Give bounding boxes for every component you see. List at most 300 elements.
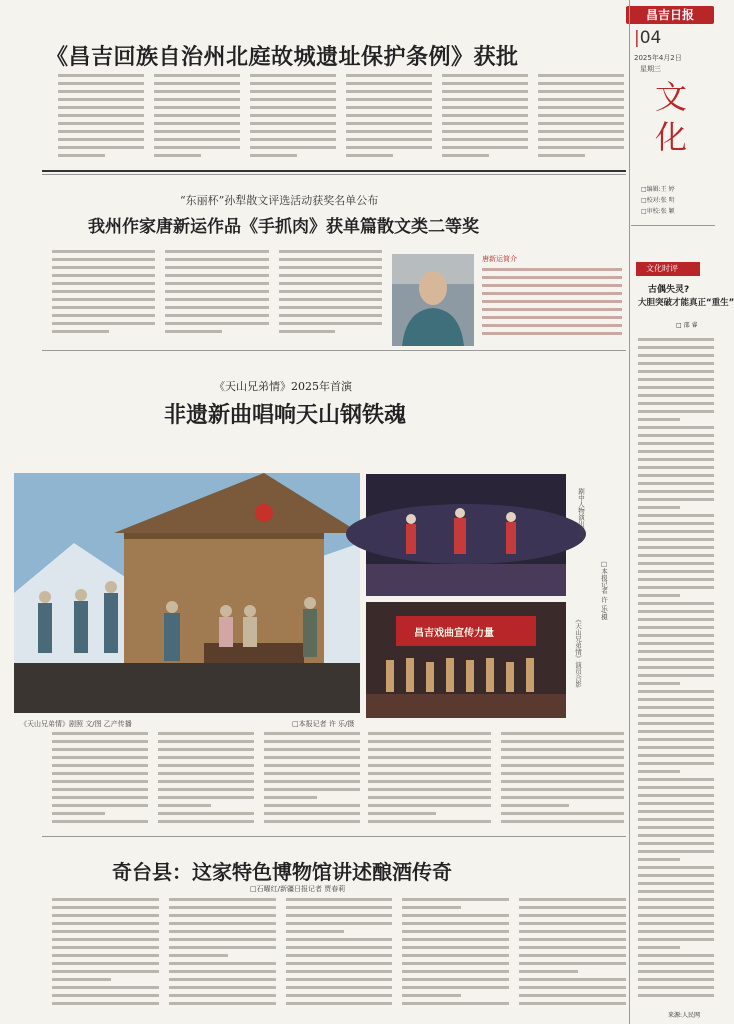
text-line (501, 804, 569, 807)
text-line (250, 130, 336, 133)
text-line (250, 82, 336, 85)
text-line (402, 938, 509, 941)
text-line (279, 250, 382, 253)
text-line (250, 138, 336, 141)
text-line (158, 740, 254, 743)
text-line (538, 90, 624, 93)
text-line (286, 978, 393, 981)
text-line (638, 514, 714, 517)
text-line (638, 522, 714, 525)
text-line (638, 634, 714, 637)
text-line (402, 978, 509, 981)
text-line (482, 316, 622, 319)
text-line (169, 906, 276, 909)
text-line (52, 978, 111, 981)
text-line (279, 282, 382, 285)
text-line (279, 314, 382, 317)
text-line (286, 938, 393, 941)
text-line (638, 730, 714, 733)
text-line (169, 898, 276, 901)
text-line (482, 284, 622, 287)
text-line (638, 690, 714, 693)
text-line (638, 746, 714, 749)
text-line (368, 764, 491, 767)
text-line (286, 986, 393, 989)
article2-body (52, 250, 382, 338)
text-line (52, 970, 159, 973)
text-line (52, 914, 159, 917)
text-line (638, 642, 714, 645)
text-line (264, 732, 360, 735)
text-line (638, 498, 714, 501)
text-line (169, 962, 276, 965)
text-line (638, 826, 714, 829)
text-line (638, 754, 714, 757)
article3-kicker: 《天山兄弟情》2025年首演 (214, 380, 352, 393)
section-editors: □编辑:王 婷 □校对:张 明 □审校:张 颖 (641, 186, 675, 215)
text-line (402, 986, 509, 989)
author-bio (482, 268, 622, 346)
text-line (538, 122, 624, 125)
text-line (169, 986, 276, 989)
text-line (154, 74, 240, 77)
text-line (638, 490, 714, 493)
text-line (638, 794, 714, 797)
text-line (482, 308, 622, 311)
text-line (264, 756, 360, 759)
text-line (638, 578, 714, 581)
text-line (638, 962, 714, 965)
text-line (279, 290, 382, 293)
sidebar-byline: □ 邵 睿 (676, 322, 698, 329)
text-line (638, 890, 714, 893)
text-line (250, 74, 336, 77)
sidebar-title-1: 古偶失灵? (648, 285, 690, 295)
text-line (519, 978, 626, 981)
stage-photo-ensemble (366, 602, 566, 718)
text-line (158, 804, 211, 807)
text-line (368, 780, 491, 783)
text-line (402, 954, 509, 957)
text-line (638, 338, 714, 341)
text-line (638, 882, 714, 885)
text-line (250, 98, 336, 101)
text-line (402, 1002, 509, 1005)
text-line (538, 154, 585, 157)
text-line (52, 732, 148, 735)
text-line (501, 780, 624, 783)
text-line (346, 146, 432, 149)
text-line (286, 898, 393, 901)
text-line (154, 154, 201, 157)
text-line (402, 922, 509, 925)
text-line (165, 274, 268, 277)
text-line (638, 402, 714, 405)
text-line (52, 298, 155, 301)
text-line (165, 290, 268, 293)
text-line (638, 714, 714, 717)
text-line (638, 978, 714, 981)
text-line (538, 74, 624, 77)
text-line (638, 802, 714, 805)
text-line (52, 282, 155, 285)
text-line (346, 114, 432, 117)
article3-body-left (52, 732, 360, 830)
text-line (158, 780, 254, 783)
text-line (52, 290, 155, 293)
text-line (638, 970, 714, 973)
text-line (279, 266, 382, 269)
text-line (368, 732, 491, 735)
text-line (638, 618, 714, 621)
text-line (346, 98, 432, 101)
text-line (52, 780, 148, 783)
text-line (638, 394, 714, 397)
text-line (638, 482, 714, 485)
text-line (538, 130, 624, 133)
text-line (346, 154, 393, 157)
text-line (638, 354, 714, 357)
text-line (442, 154, 489, 157)
text-line (638, 554, 714, 557)
text-line (165, 258, 268, 261)
text-line (169, 970, 276, 973)
text-line (58, 154, 105, 157)
text-line (286, 970, 393, 973)
text-line (158, 812, 254, 815)
text-line (402, 898, 509, 901)
text-line (52, 250, 155, 253)
text-line (638, 938, 714, 941)
text-line (638, 362, 714, 365)
text-line (638, 954, 714, 957)
text-line (501, 812, 624, 815)
text-line (346, 106, 432, 109)
text-line (638, 762, 714, 765)
text-line (286, 994, 393, 997)
text-line (52, 306, 155, 309)
text-line (346, 130, 432, 133)
text-line (279, 258, 382, 261)
text-line (501, 796, 624, 799)
text-line (638, 458, 714, 461)
text-line (638, 378, 714, 381)
text-line (346, 122, 432, 125)
text-line (638, 650, 714, 653)
text-line (638, 866, 714, 869)
text-line (58, 106, 144, 109)
article4-body (52, 898, 626, 1016)
text-line (52, 922, 159, 925)
text-line (52, 322, 155, 325)
text-line (638, 778, 714, 781)
side-caption-1: 剧中人物演出现场 (577, 488, 585, 540)
page-number: |04 (634, 28, 662, 48)
article2-headline: 我州作家唐新运作品《手抓肉》获单篇散文类二等奖 (88, 217, 479, 237)
text-line (442, 74, 528, 77)
text-line (52, 986, 159, 989)
text-line (250, 114, 336, 117)
text-line (264, 748, 360, 751)
text-line (402, 946, 509, 949)
text-line (402, 930, 509, 933)
text-line (264, 780, 360, 783)
article3-headline: 非遗新曲唱响天山钢铁魂 (164, 402, 407, 428)
text-line (264, 788, 360, 791)
text-line (346, 90, 432, 93)
text-line (519, 898, 626, 901)
text-line (52, 898, 159, 901)
text-line (638, 370, 714, 373)
sidebar-tag: 文化时评 (636, 262, 700, 276)
text-line (368, 748, 491, 751)
text-line (286, 962, 393, 965)
text-line (58, 82, 144, 85)
text-line (638, 842, 714, 845)
text-line (519, 994, 626, 997)
article1-headline: 《昌吉回族自治州北庭故城遗址保护条例》获批 (46, 44, 519, 70)
text-line (638, 986, 714, 989)
article2-kicker: “东丽杯”孙犁散文评选活动获奖名单公布 (180, 194, 379, 207)
text-line (442, 146, 528, 149)
text-line (638, 930, 714, 933)
sidebar-title-2: 大胆突破才能真正“重生” (638, 298, 734, 308)
text-line (52, 740, 148, 743)
text-line (52, 812, 105, 815)
text-line (638, 858, 680, 861)
text-line (368, 788, 491, 791)
text-line (519, 914, 626, 917)
text-line (52, 906, 159, 909)
text-line (52, 266, 155, 269)
text-line (519, 986, 626, 989)
text-line (402, 970, 509, 973)
text-line (165, 306, 268, 309)
text-line (264, 804, 360, 807)
text-line (52, 772, 148, 775)
text-line (58, 90, 144, 93)
text-line (638, 610, 714, 613)
text-line (52, 274, 155, 277)
text-line (169, 946, 276, 949)
text-line (154, 146, 240, 149)
text-line (638, 834, 714, 837)
text-line (519, 938, 626, 941)
text-line (368, 812, 436, 815)
text-line (638, 602, 714, 605)
text-line (638, 818, 714, 821)
text-line (638, 850, 714, 853)
text-line (482, 292, 622, 295)
text-line (638, 674, 714, 677)
text-line (58, 74, 144, 77)
text-line (538, 98, 624, 101)
text-line (519, 962, 626, 965)
text-line (638, 874, 714, 877)
text-line (638, 994, 714, 997)
text-line (52, 938, 159, 941)
text-line (346, 138, 432, 141)
text-line (501, 764, 624, 767)
masthead-logo: 昌吉日报 (626, 6, 714, 24)
text-line (165, 266, 268, 269)
text-line (501, 756, 624, 759)
text-line (279, 274, 382, 277)
text-line (638, 666, 714, 669)
credit-2: □本报记者 许 乐/摄 (600, 560, 608, 620)
text-line (482, 332, 622, 335)
stage-banner-text: 昌吉戏曲宣传力量 (414, 628, 494, 639)
stage-photo-dance (366, 474, 566, 596)
text-line (158, 764, 254, 767)
text-line (154, 90, 240, 93)
text-line (346, 82, 432, 85)
text-line (58, 122, 144, 125)
text-line (154, 114, 240, 117)
text-line (52, 804, 148, 807)
text-line (250, 146, 336, 149)
text-line (638, 538, 714, 541)
text-line (158, 788, 254, 791)
text-line (501, 748, 624, 751)
text-line (638, 722, 714, 725)
text-line (402, 914, 509, 917)
text-line (638, 546, 714, 549)
text-line (165, 298, 268, 301)
text-line (638, 386, 714, 389)
article4-byline: □石曜红/新疆日报记者 贾春莉 (250, 885, 346, 893)
text-line (442, 98, 528, 101)
text-line (52, 764, 148, 767)
text-line (519, 954, 626, 957)
text-line (638, 562, 714, 565)
text-line (286, 906, 393, 909)
text-line (165, 282, 268, 285)
text-line (279, 298, 382, 301)
text-line (158, 748, 254, 751)
text-line (264, 820, 360, 823)
text-line (52, 756, 148, 759)
text-line (368, 820, 491, 823)
text-line (58, 98, 144, 101)
text-line (169, 978, 276, 981)
text-line (264, 796, 317, 799)
text-line (52, 314, 155, 317)
text-line (52, 930, 159, 933)
text-line (250, 90, 336, 93)
text-line (442, 138, 528, 141)
text-line (638, 626, 714, 629)
text-line (402, 962, 509, 965)
text-line (442, 122, 528, 125)
text-line (638, 770, 680, 773)
text-line (482, 276, 622, 279)
text-line (442, 90, 528, 93)
text-line (52, 748, 148, 751)
text-line (58, 114, 144, 117)
text-line (638, 706, 714, 709)
text-line (538, 114, 624, 117)
text-line (538, 146, 624, 149)
article3-body-right (368, 732, 624, 830)
text-line (368, 756, 491, 759)
text-line (519, 1002, 626, 1005)
text-line (169, 922, 276, 925)
text-line (279, 322, 382, 325)
text-line (264, 812, 360, 815)
text-line (158, 772, 254, 775)
text-line (638, 698, 714, 701)
text-line (52, 954, 159, 957)
text-line (279, 330, 336, 333)
text-line (169, 994, 276, 997)
text-line (638, 418, 680, 421)
text-line (286, 1002, 393, 1005)
text-line (638, 450, 714, 453)
text-line (501, 788, 624, 791)
text-line (638, 946, 680, 949)
text-line (638, 570, 714, 573)
text-line (442, 130, 528, 133)
article1-body (58, 74, 624, 166)
text-line (538, 106, 624, 109)
side-caption-2: 《天山兄弟情》演员合影 (574, 616, 582, 688)
text-line (402, 906, 461, 909)
text-line (538, 82, 624, 85)
text-line (519, 922, 626, 925)
text-line (638, 658, 714, 661)
text-line (286, 946, 393, 949)
text-line (638, 738, 714, 741)
text-line (638, 410, 714, 413)
text-line (52, 258, 155, 261)
text-line (250, 106, 336, 109)
text-line (286, 930, 345, 933)
text-line (482, 268, 622, 271)
text-line (638, 906, 714, 909)
text-line (402, 994, 461, 997)
text-line (52, 994, 159, 997)
text-line (58, 146, 144, 149)
section-title: 文化 (650, 80, 688, 160)
text-line (58, 138, 144, 141)
author-bio-label: 唐新运简介 (482, 255, 517, 263)
text-line (286, 922, 393, 925)
text-line (154, 130, 240, 133)
text-line (250, 122, 336, 125)
text-line (346, 74, 432, 77)
text-line (279, 306, 382, 309)
credit-1: □本报记者 许 乐/摄 (292, 720, 355, 728)
text-line (638, 682, 680, 685)
text-line (52, 796, 148, 799)
sidebar-source: 来源:人民网 (668, 1012, 701, 1019)
text-line (519, 970, 578, 973)
text-line (52, 820, 148, 823)
text-line (165, 250, 268, 253)
text-line (501, 772, 624, 775)
text-line (158, 756, 254, 759)
text-line (442, 114, 528, 117)
text-line (519, 906, 626, 909)
text-line (638, 898, 714, 901)
issue-weekday: 星期三 (640, 65, 661, 73)
text-line (368, 796, 491, 799)
author-portrait (392, 254, 474, 346)
text-line (538, 138, 624, 141)
text-line (638, 426, 714, 429)
main-photo-caption: 《天山兄弟情》剧照 文/图 乙产传播 (20, 720, 132, 728)
